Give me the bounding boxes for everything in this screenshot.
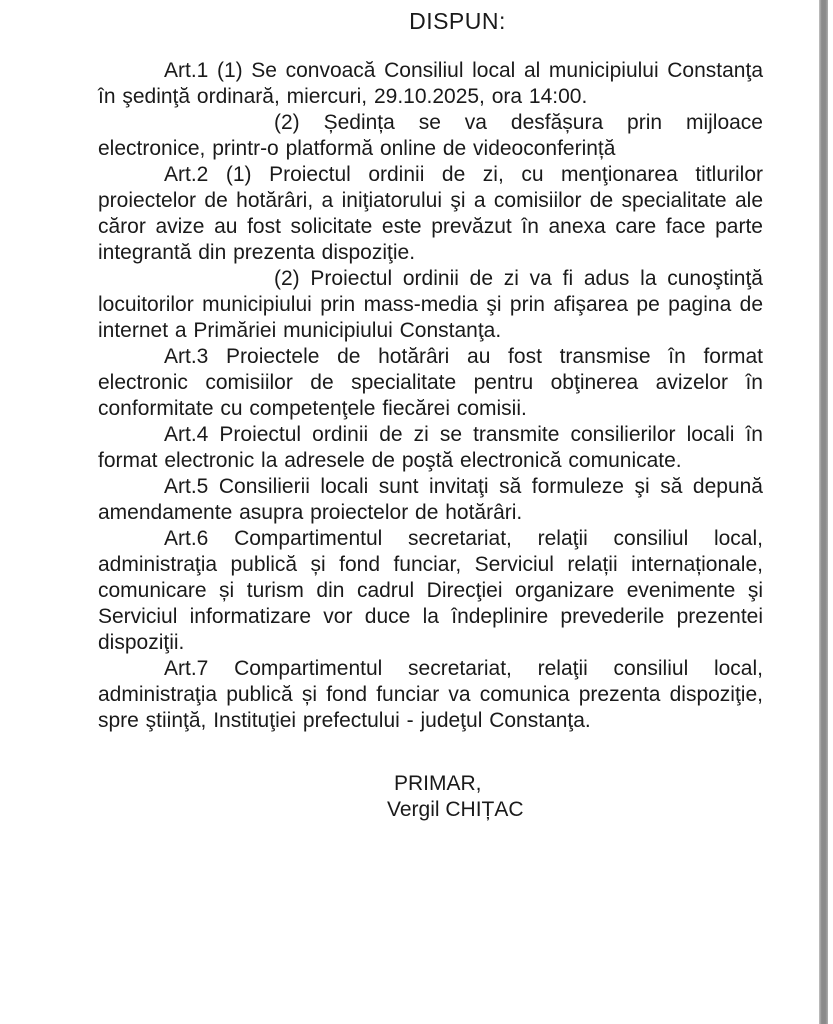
signature-role: PRIMAR, (394, 772, 482, 795)
page-edge-bar (819, 0, 828, 1024)
signature-block (387, 771, 763, 823)
document-body (98, 8, 763, 823)
paragraph-art7: Art.7 Compartimentul secretariat, relaţii consiliul local, administraţia publică și fond funciar va comunica prezenta dispoziţie, spre ştiinţă, Instituţiei prefectului - judeţul Constanţa. (98, 657, 763, 732)
paragraph-art2-1: Art.2 (1) Proiectul ordinii de zi, cu menţionarea titlurilor proiectelor de hotărâri, a iniţiatorului şi a comisiilor de specialitate ale căror avize au fost solicitate este prevăzut în anexa care face parte integrantă din prezenta dispoziţie. (98, 163, 763, 264)
paragraph-art1-2: (2) Ședința se va desfășura prin mijloace electronice, printr-o platformă online de videoconferință (98, 111, 763, 160)
signature-name: Vergil CHIȚAC (387, 798, 524, 821)
paragraph-art2-2: (2) Proiectul ordinii de zi va fi adus la cunoştinţă locuitorilor municipiului prin mass-media şi prin afişarea pe pagina de internet a Primăriei municipiului Constanţa. (98, 267, 763, 342)
document-heading: DISPUN: (409, 8, 506, 34)
paragraph-art6: Art.6 Compartimentul secretariat, relaţii consiliul local, administraţia publică și fond funciar, Serviciul relații internaționale, comunicare și turism din cadrul Direcţiei organizare evenimente şi Serviciul informatizare vor duce la îndeplinire prevederile prezentei dispoziţii. (98, 527, 763, 654)
paragraph-art3: Art.3 Proiectele de hotărâri au fost transmise în format electronic comisiilor de specialitate pentru obţinerea avizelor în conformitate cu competenţele fiecărei comisii. (98, 345, 763, 420)
paragraph-art1-1: Art.1 (1) Se convoacă Consiliul local al municipiului Constanţa în şedinţă ordinară, miercuri, 29.10.2025, ora 14:00. (98, 59, 763, 108)
paragraph-art4: Art.4 Proiectul ordinii de zi se transmite consilierilor locali în format electronic la adresele de poştă electronică comunicate. (98, 423, 763, 472)
paragraph-art5: Art.5 Consilierii locali sunt invitaţi să formuleze şi să depună amendamente asupra proiectelor de hotărâri. (98, 475, 763, 524)
